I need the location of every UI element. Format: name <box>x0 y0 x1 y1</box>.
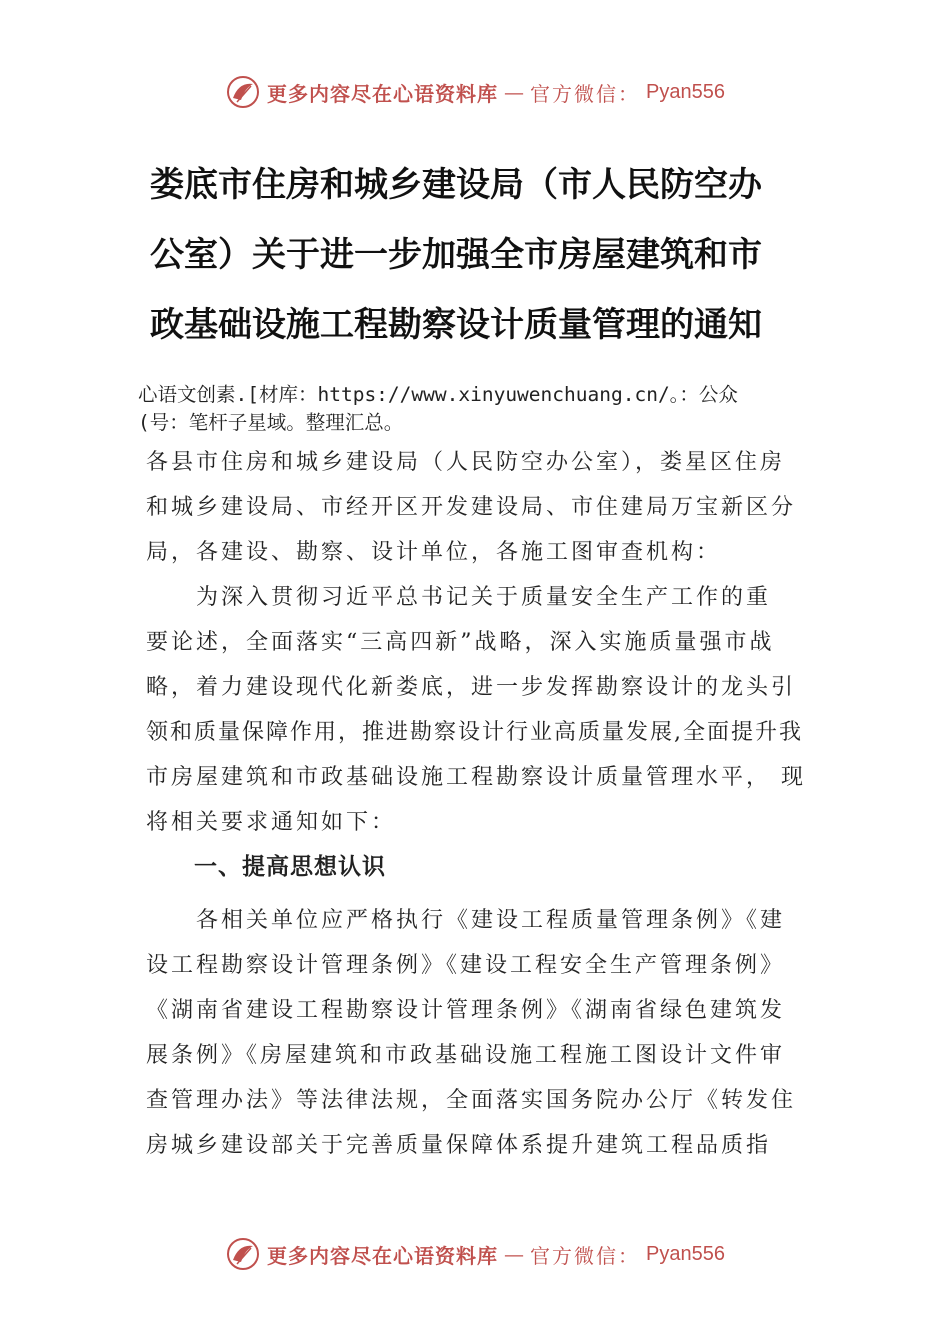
document-title <box>150 150 810 360</box>
banner-wechat-label: 官方微信： <box>530 1243 641 1268</box>
banner-separator: — <box>504 80 525 104</box>
source-note <box>138 381 938 437</box>
title-line: 公室）关于进一步加强全市房屋建筑和市 <box>150 235 762 275</box>
body-line: 和城乡建设局、市经开区开发建设局、市住建局万宝新区分 <box>146 495 797 520</box>
body-line: 局，各建设、勘察、设计单位，各施工图审查机构： <box>146 540 722 565</box>
body-line: 将相关要求通知如下： <box>146 810 397 835</box>
title-line: 娄底市住房和城乡建设局（市人民防空办 <box>150 165 762 205</box>
section-line: 房城乡建设部关于完善质量保障体系提升建筑工程品质指 <box>146 1133 772 1158</box>
body-line: 各县市住房和城乡建设局（人民防空办公室），娄星区住房 <box>146 450 786 475</box>
section-line: 《湖南省建设工程勘察设计管理条例》《湖南省绿色建筑发 <box>146 998 786 1023</box>
body-line: 为深入贯彻习近平总书记关于质量安全生产工作的重 <box>146 585 772 610</box>
body-line: 略，着力建设现代化新娄底，进一步发挥勘察设计的龙头引 <box>146 675 797 700</box>
section-line: 展条例》《房屋建筑和市政基础设施工程施工图设计文件审 <box>146 1043 786 1068</box>
brand-logo-icon <box>225 74 261 110</box>
section-heading: 一、提高思想认识 <box>146 854 386 880</box>
body-line: 领和质量保障作用，推进勘察设计行业高质量发展,全面提升我 <box>146 720 803 745</box>
body-line: 要论述，全面落实“三高四新”战略，深入实施质量强市战 <box>146 630 775 655</box>
header-watermark-banner <box>0 70 950 114</box>
banner-text: 更多内容尽在心语资料库 <box>267 81 499 106</box>
source-line: 心语文创素.[材库：https://www.xinyuwenchuang.cn/。：公众 <box>138 383 738 406</box>
banner-wechat-id: Pyan556 <box>646 80 725 103</box>
brand-logo-icon <box>225 1236 261 1272</box>
title-line: 政基础设施工程勘察设计质量管理的通知 <box>150 305 762 345</box>
footer-watermark-banner <box>0 1232 950 1276</box>
section-line: 各相关单位应严格执行《建设工程质量管理条例》《建 <box>146 908 786 933</box>
banner-wechat-id: Pyan556 <box>646 1242 725 1265</box>
section-line: 设工程勘察设计管理条例》《建设工程安全生产管理条例》 <box>146 953 786 978</box>
body-line: 市房屋建筑和市政基础设施工程勘察设计质量管理水平， 现 <box>146 765 806 790</box>
source-line: (号：笔杆子星域。整理汇总。 <box>138 411 404 434</box>
banner-separator: — <box>504 1242 525 1266</box>
document-body <box>146 440 826 1168</box>
banner-wechat-label: 官方微信： <box>530 81 641 106</box>
banner-text: 更多内容尽在心语资料库 <box>267 1243 499 1268</box>
section-line: 查管理办法》等法律法规，全面落实国务院办公厅《转发住 <box>146 1088 797 1113</box>
